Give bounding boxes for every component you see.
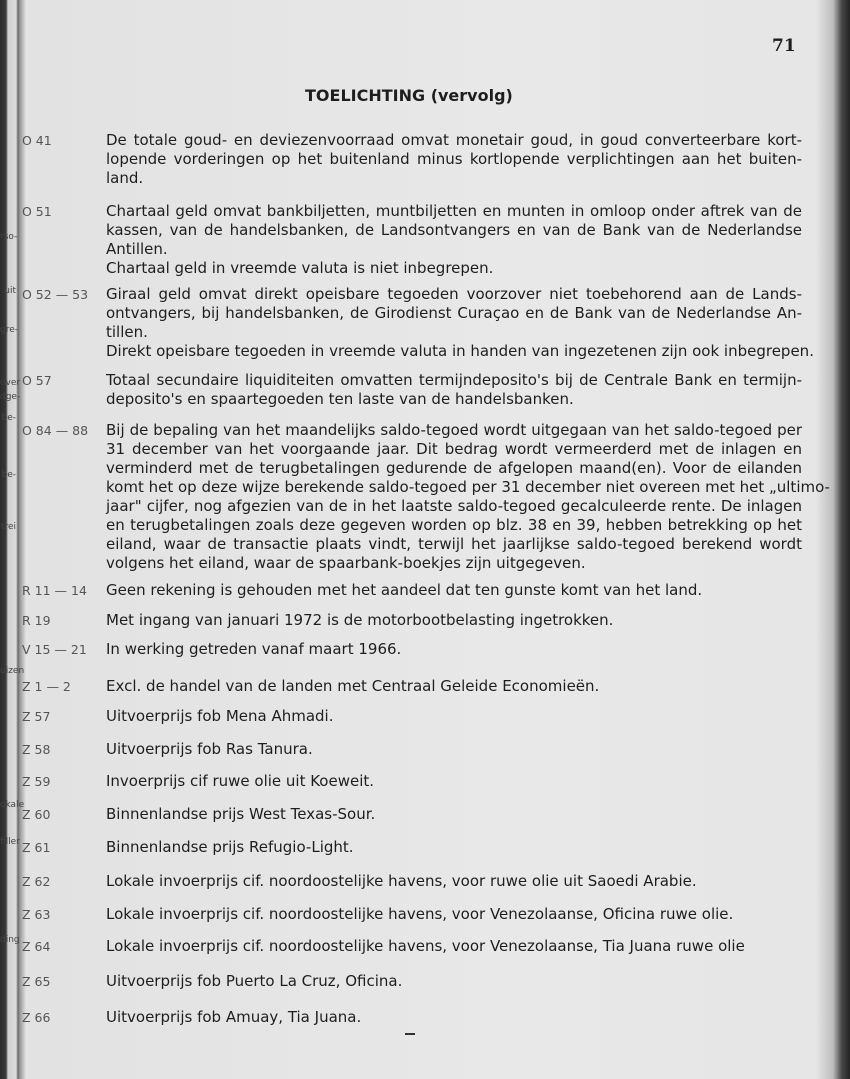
margin-fragment: be- [1, 470, 16, 480]
note-reference: Z 59 [22, 774, 51, 789]
margin-fragment: okale [0, 800, 25, 810]
note-text [106, 905, 802, 924]
text-line: jaar" cijfer, nog afgezien van de in het laatste saldo-tegoed gecalculeerde rente. De inlagen [106, 497, 802, 515]
margin-fragment: rso- [0, 232, 18, 242]
note-text [106, 202, 802, 278]
text-line: Direkt opeisbare tegoeden in vreemde valuta in handen van ingezetenen zijn ook inbegrepen. [106, 342, 814, 360]
text-line: In werking getreden vanaf maart 1966. [106, 640, 402, 658]
text-line: lopende vorderingen op het buitenland minus kortlopende verplichtingen aan het buiten- [106, 150, 802, 168]
note-text [106, 581, 802, 600]
text-line: Lokale invoerprijs cif. noordoostelijke havens, voor Venezolaanse, Oficina ruwe olie. [106, 905, 734, 923]
note-reference: O 84 — 88 [22, 423, 89, 438]
note-reference: Z 66 [22, 1010, 51, 1025]
margin-fragment: be- [1, 413, 16, 423]
note-text [106, 421, 830, 573]
margin-fragment: ding [0, 935, 20, 945]
text-line: Binnenlandse prijs Refugio-Light. [106, 838, 354, 856]
note-reference: O 51 [22, 204, 52, 219]
note-reference: Z 1 — 2 [22, 679, 71, 694]
text-line: Bij de bepaling van het maandelijks saldo-tegoed wordt uitgegaan van het saldo-tegoed per [106, 421, 802, 439]
text-line: Giraal geld omvat direkt opeisbare tegoeden voorzover niet toebehorend aan de Lands- [106, 285, 802, 303]
note-text [106, 872, 802, 891]
page-number: 71 [772, 36, 796, 56]
text-line: Lokale invoerprijs cif. noordoostelijke havens, voor Venezolaanse, Tia Juana ruwe olie [106, 937, 745, 955]
note-reference: Z 61 [22, 840, 51, 855]
text-line: en terugbetalingen zoals deze gegeven worden op blz. 38 en 39, hebben betrekking op het [106, 516, 802, 534]
note-reference: V 15 — 21 [22, 642, 87, 657]
note-reference: Z 64 [22, 939, 51, 954]
text-line: Uitvoerprijs fob Mena Ahmadi. [106, 707, 334, 725]
note-text [106, 611, 802, 630]
text-line: Chartaal geld omvat bankbiljetten, muntbiljetten en munten in omloop onder aftrek van de [106, 202, 802, 220]
text-line: Antillen. [106, 240, 168, 258]
margin-fragment: uizen [0, 666, 25, 676]
note-text [106, 805, 802, 824]
note-text [106, 371, 802, 409]
note-reference: O 41 [22, 133, 52, 148]
note-reference: Z 60 [22, 807, 51, 822]
text-line: 31 december van het voorgaande jaar. Dit bedrag wordt vermeerderd met de inlagen en [106, 440, 802, 458]
note-reference: Z 65 [22, 974, 51, 989]
note-text [106, 640, 802, 659]
note-reference: Z 63 [22, 907, 51, 922]
text-line: Totaal secundaire liquiditeiten omvatten termijndeposito's bij de Centrale Bank en termijn- [106, 371, 802, 389]
margin-fragment: uit [4, 286, 16, 296]
text-line: Binnenlandse prijs West Texas-Sour. [106, 805, 376, 823]
margin-fragment: dge- [0, 392, 21, 402]
note-text [106, 838, 802, 857]
note-reference: O 52 — 53 [22, 287, 89, 302]
text-line: ontvangers, bij handelsbanken, de Girodienst Curaçao en de Bank van de Nederlandse An- [106, 304, 802, 322]
text-line: Uitvoerprijs fob Ras Tanura. [106, 740, 313, 758]
note-reference: Z 62 [22, 874, 51, 889]
note-text [106, 285, 814, 361]
text-line: Uitvoerprijs fob Amuay, Tia Juana. [106, 1008, 362, 1026]
text-line: De totale goud- en deviezenvoorraad omvat monetair goud, in goud converteerbare kort- [106, 131, 802, 149]
text-line: eiland, waar de transactie plaats vindt, terwijl het jaarlijkse saldo-tegoed berekend wordt [106, 535, 802, 553]
text-line: verminderd met de terugbetalingen gedurende de afgelopen maand(en). Voor de eilanden [106, 459, 802, 477]
text-line: Geen rekening is gehouden met het aandeel dat ten gunste komt van het land. [106, 581, 703, 599]
note-reference: R 11 — 14 [22, 583, 87, 598]
text-line: kassen, van de handelsbanken, de Landsontvangers en van de Bank van de Nederlandse [106, 221, 802, 239]
text-line: tillen. [106, 323, 148, 341]
text-line: komt het op deze wijze berekende saldo-tegoed per 31 december niet overeen met het „ultimo- [106, 478, 830, 496]
note-text [106, 707, 802, 726]
note-text [106, 772, 802, 791]
note-text [106, 1008, 802, 1027]
text-line: Lokale invoerprijs cif. noordoostelijke havens, voor ruwe olie uit Saoedi Arabie. [106, 872, 697, 890]
note-text [106, 677, 802, 696]
note-reference: Z 57 [22, 709, 51, 724]
text-line: Chartaal geld in vreemde valuta is niet inbegrepen. [106, 259, 494, 277]
note-reference: Z 58 [22, 742, 51, 757]
text-line: volgens het eiland, waar de spaarbank-boekjes zijn uitgegeven. [106, 554, 586, 572]
margin-fragment: over [0, 378, 21, 388]
note-text [106, 131, 802, 188]
note-text [106, 740, 802, 759]
page-title: TOELICHTING (vervolg) [305, 86, 513, 105]
end-dash [405, 1033, 415, 1035]
text-line: Met ingang van januari 1972 is de motorbootbelasting ingetrokken. [106, 611, 614, 629]
text-line: Invoerprijs cif ruwe olie uit Koeweit. [106, 772, 375, 790]
text-line: Uitvoerprijs fob Puerto La Cruz, Oficina. [106, 972, 403, 990]
margin-fragment: trei [0, 522, 16, 532]
text-line: deposito's en spaartegoeden ten laste van de handelsbanken. [106, 390, 574, 408]
text-line: land. [106, 169, 144, 187]
note-text [106, 972, 802, 991]
note-reference: O 57 [22, 373, 52, 388]
margin-fragment: filler [0, 837, 20, 847]
text-line: Excl. de handel van de landen met Centraal Geleide Economieën. [106, 677, 600, 695]
note-reference: R 19 [22, 613, 51, 628]
margin-fragment: gre- [0, 325, 18, 335]
note-text [106, 937, 802, 956]
